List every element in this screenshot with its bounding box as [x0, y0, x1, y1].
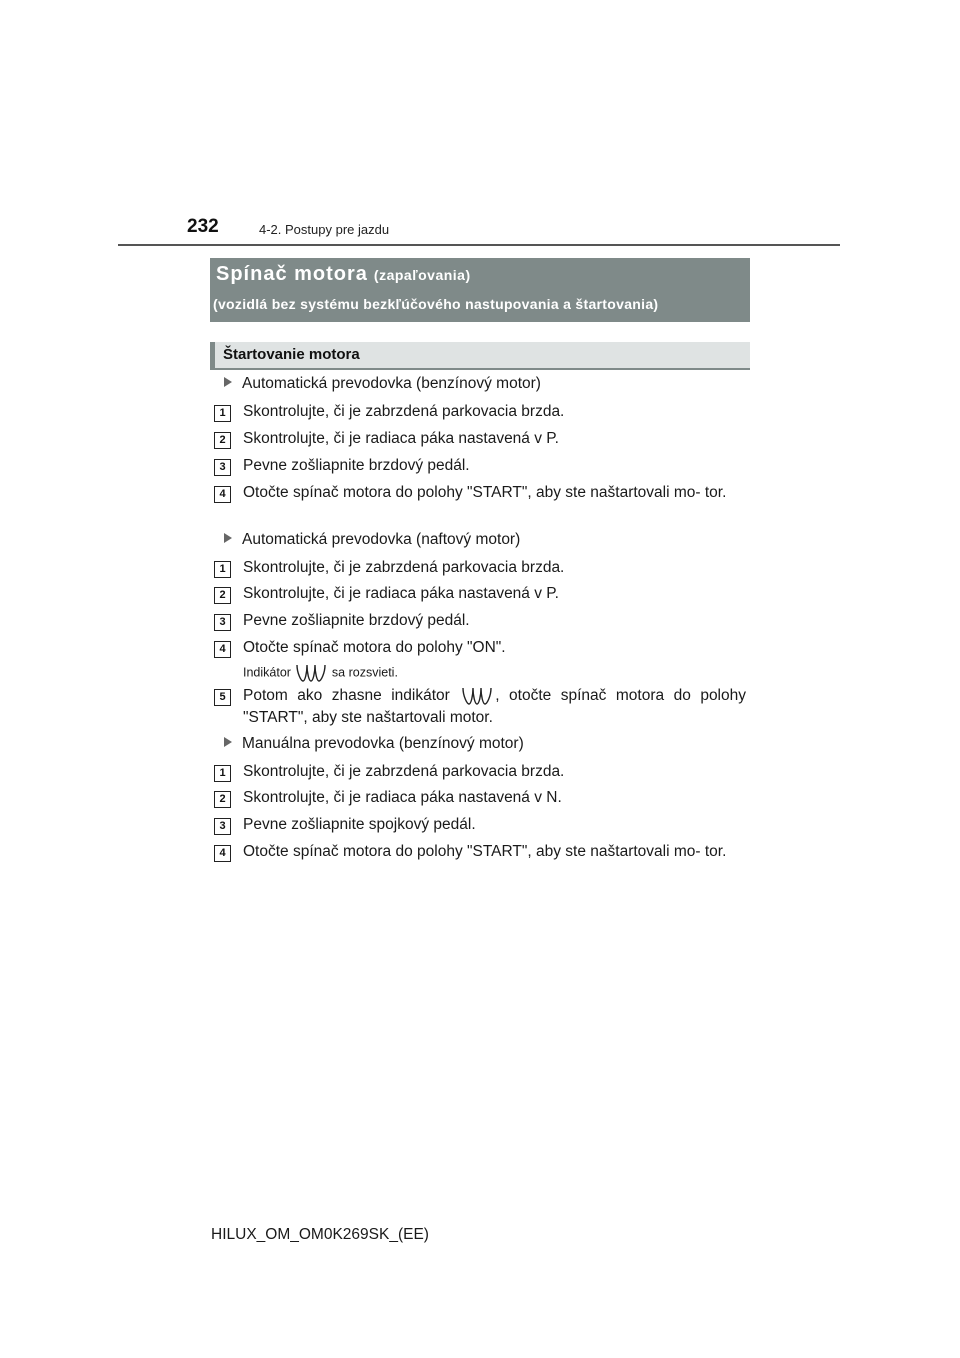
step-number: 3 — [214, 614, 231, 631]
step-text: Pevne zošliapnite brzdový pedál. — [243, 612, 470, 629]
step-number: 1 — [214, 765, 231, 782]
step-number: 3 — [214, 459, 231, 476]
step-text: Skontrolujte, či je radiaca páka nastavená v P. — [243, 585, 559, 602]
category-label: Manuálna prevodovka (benzínový motor) — [242, 735, 524, 752]
page-title — [216, 263, 471, 286]
note-text-before: Indikátor — [243, 665, 291, 680]
step-text: Otočte spínač motora do polohy "ON". — [243, 639, 506, 656]
glow-plug-indicator-icon — [294, 662, 328, 684]
glow-plug-indicator-icon — [459, 685, 495, 707]
step-text: Skontrolujte, či je radiaca páka nastavená v N. — [243, 789, 562, 806]
section-label: 4-2. Postupy pre jazdu — [259, 222, 390, 237]
triangle-bullet-icon — [224, 737, 232, 747]
step-number: 4 — [214, 845, 231, 862]
step-number: 5 — [214, 689, 231, 706]
step-number: 4 — [214, 641, 231, 658]
category-label: Automatická prevodovka (benzínový motor) — [242, 375, 541, 392]
subheading-text: Štartovanie motora — [223, 346, 360, 363]
subheading-accent — [210, 342, 215, 368]
page-title-main: Spínač motora — [216, 263, 368, 285]
step-number: 2 — [214, 791, 231, 808]
step-text: Skontrolujte, či je zabrzdená parkovacia brzda. — [243, 403, 565, 420]
category-heading — [224, 735, 524, 753]
category-heading — [224, 375, 541, 393]
step-number: 1 — [214, 405, 231, 422]
step-text: Otočte spínač motora do polohy "START", aby ste naštartovali mo- tor. — [243, 484, 727, 501]
category-heading — [224, 531, 520, 549]
step-number: 3 — [214, 818, 231, 835]
step-number: 2 — [214, 432, 231, 449]
step-number: 1 — [214, 561, 231, 578]
step-text — [243, 685, 746, 729]
triangle-bullet-icon — [224, 533, 232, 543]
page-title-paren: (zapaľovania) — [373, 267, 471, 283]
step-text: Skontrolujte, či je zabrzdená parkovacia brzda. — [243, 763, 565, 780]
step5-text-after: , otočte spínač motora do polohy "START", aby ste naštartovali motor. — [243, 687, 746, 727]
category-label: Automatická prevodovka (naftový motor) — [242, 531, 521, 548]
step-number: 2 — [214, 587, 231, 604]
page-subtitle: (vozidlá bez systému bezkľúčového nastupovania a štartovania) — [213, 296, 659, 312]
title-box — [210, 258, 750, 322]
step-text: Skontrolujte, či je radiaca páka nastavená v P. — [243, 430, 559, 447]
step-text: Pevne zošliapnite spojkový pedál. — [243, 816, 476, 833]
note-text-after: sa rozsvieti. — [331, 665, 398, 680]
step-text: Skontrolujte, či je zabrzdená parkovacia brzda. — [243, 559, 565, 576]
step-number: 4 — [214, 486, 231, 503]
footer-code: HILUX_OM_OM0K269SK_(EE) — [211, 1226, 429, 1243]
header-divider — [118, 244, 840, 246]
indicator-note — [243, 662, 398, 684]
step-text: Pevne zošliapnite brzdový pedál. — [243, 457, 470, 474]
triangle-bullet-icon — [224, 377, 232, 387]
subheading-box — [210, 342, 750, 370]
page-number: 232 — [187, 216, 219, 237]
step5-text-before: Potom ako zhasne indikátor — [243, 687, 450, 705]
step-text: Otočte spínač motora do polohy "START", aby ste naštartovali mo- tor. — [243, 843, 727, 860]
